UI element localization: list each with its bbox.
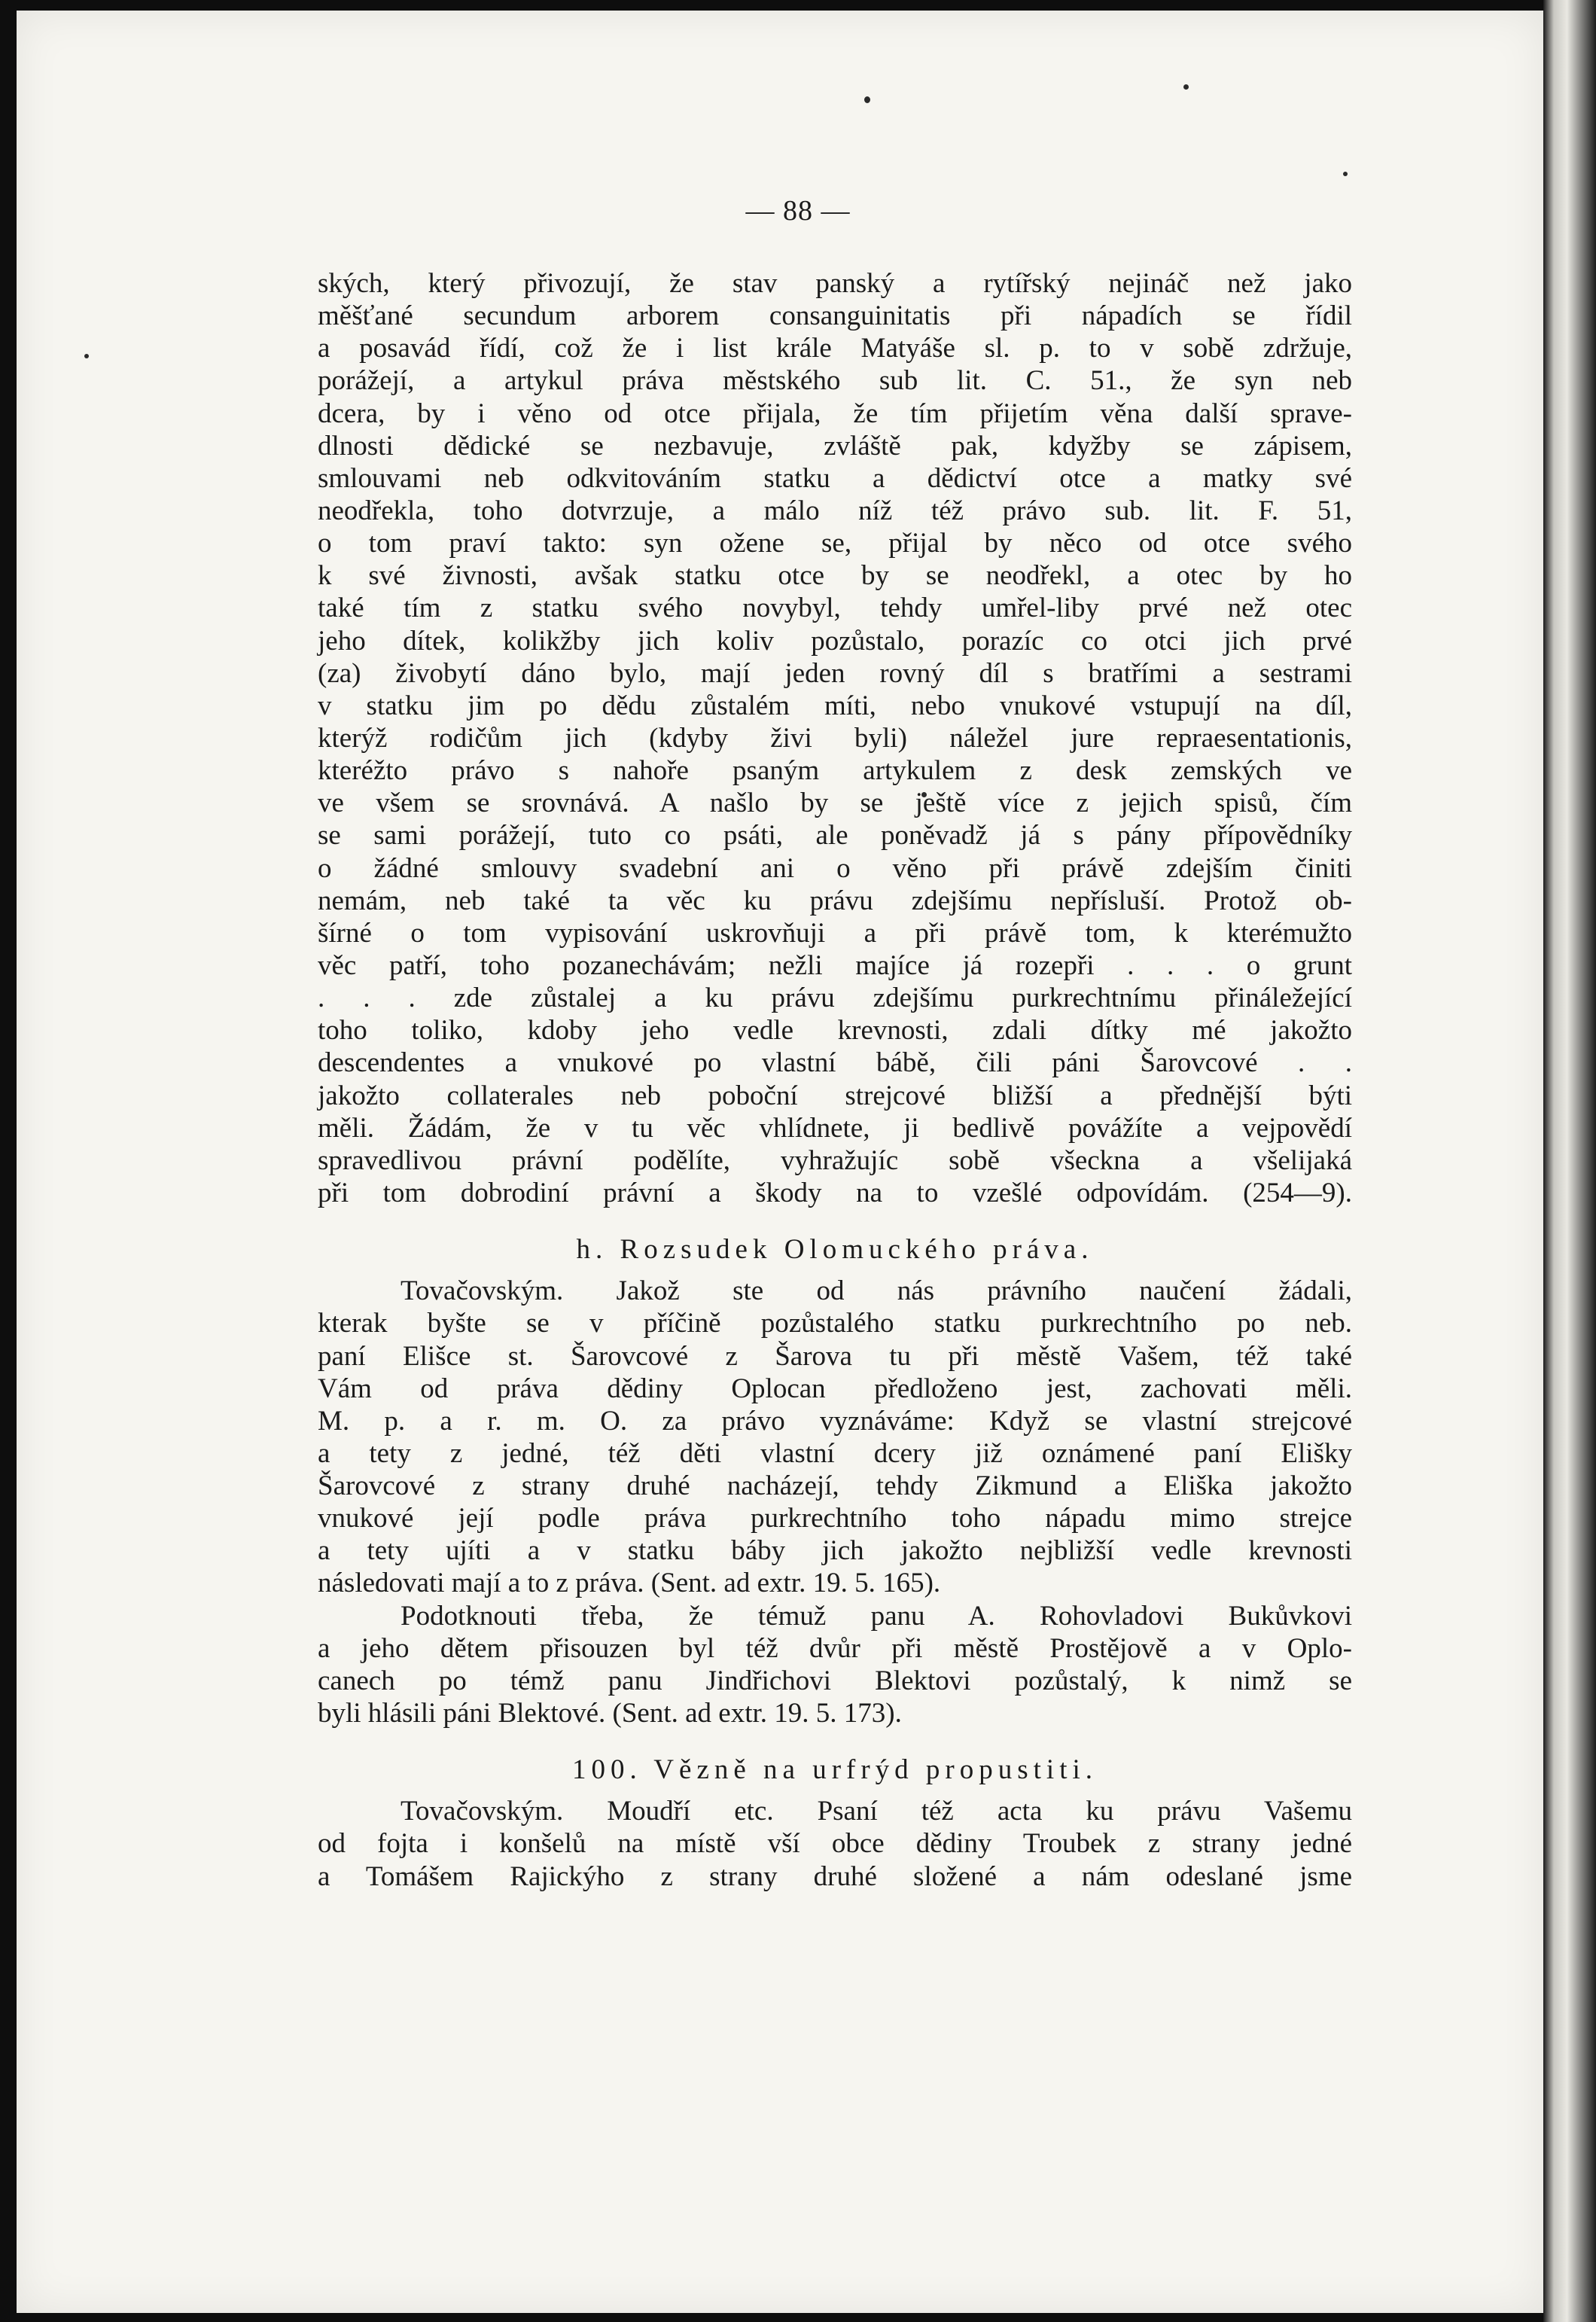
text-line: věc patří, toho pozanechávám; nežli majíce já rozepři . . . o grunt — [318, 949, 1352, 981]
text-line: porážejí, a artykul práva městského sub lit. C. 51., že syn neb — [318, 365, 1352, 397]
text-line: spravedlivou právní podělíte, vyhražujíc sobě všeckna a všelijaká — [318, 1144, 1352, 1176]
text-line: také tím z statku svého novybyl, tehdy umřel-liby prvé než otec — [318, 593, 1352, 624]
book-edge — [1543, 0, 1596, 2322]
text-line: a tety ujíti a v statku báby jich jakožto nejbližší vedle krevnosti — [318, 1535, 1352, 1567]
section-100-body — [318, 1795, 1352, 1892]
paragraph-continued — [318, 267, 1352, 1209]
text-line: descendentes a vnukové po vlastní bábě, čili páni Šarovcové . . — [318, 1047, 1352, 1079]
text-line: jakožto collaterales neb poboční strejcové bližší a přednější býti — [318, 1080, 1352, 1111]
text-line: M. p. a r. m. O. za právo vyznáváme: Když se vlastní strejcové — [318, 1405, 1352, 1437]
text-line: ve všem se srovnává. A našlo by se ještě více z jejich spisů, čím — [318, 788, 1352, 819]
text-line: a posavád řídí, což že i list krále Matyáše sl. p. to v sobě zdržuje, — [318, 333, 1352, 364]
text-line: toho toliko, kdoby jeho vedle krevnosti, zdali dítky mé jakožto — [318, 1015, 1352, 1047]
scan-speck — [1343, 172, 1348, 176]
scan-speck — [864, 96, 870, 103]
text-line: canech po témž panu Jindřichovi Blektovi pozůstalý, k nimž se — [318, 1665, 1352, 1696]
text-line: Šarovcové z strany druhé nacházejí, tehdy Zikmund a Eliška jakožto — [318, 1470, 1352, 1502]
text-line: se sami porážejí, tuto co psáti, ale poněvadž já s pány přípovědníky — [318, 820, 1352, 852]
text-line: dcera, by i věno od otce přijala, že tím přijetím věna další sprave- — [318, 398, 1352, 429]
text-line: smlouvami neb odkvitováním statku a dědictví otce a matky své — [318, 462, 1352, 494]
text-line: o žádné smlouvy svadební ani o věno při právě zdejším činiti — [318, 852, 1352, 884]
text-line: kterak byšte se v příčině pozůstalého statku purkrechtního po neb. — [318, 1308, 1352, 1339]
section-heading-100: 100. Vězně na urfrýd propustiti. — [571, 1754, 1098, 1786]
text-line: měli. Žádám, že v tu věc vhlídnete, ji bedlivě povážíte a vejpovědí — [318, 1112, 1352, 1144]
text-line: ských, který přivozují, že stav panský a rytířský nejináč než jako — [318, 268, 1352, 299]
text-line: byli hlásili páni Blektové. (Sent. ad extr. 19. 5. 173). — [318, 1698, 902, 1729]
text-line: Vám od práva dědiny Oplocan předloženo jest, zachovati měli. — [318, 1373, 1352, 1404]
section-heading-h: h. Rozsudek Olomuckého práva. — [576, 1234, 1094, 1266]
text-line: v statku jim po dědu zůstalém míti, nebo vnukové vstupují na díl, — [318, 690, 1352, 721]
text-line: a jeho dětem přisouzen byl též dvůr při městě Prostějově a v Oplo- — [318, 1632, 1352, 1664]
text-column — [318, 267, 1352, 1893]
text-line: dlnosti dědické se nezbavuje, zvláště pak, kdyžby se zápisem, — [318, 430, 1352, 462]
scan-speck — [84, 354, 89, 358]
text-line: paní Elišce st. Šarovcové z Šarova tu při městě Vašem, též také — [318, 1340, 1352, 1372]
text-line: (za) živobytí dáno bylo, mají jeden rovný díl s bratřími a sestrami — [318, 657, 1352, 689]
text-line: při tom dobrodiní právní a škody na to vzešlé odpovídám. (254—9). — [318, 1177, 1352, 1208]
text-line: Tovačovským. Moudří etc. Psaní též acta ku právu Vašemu — [401, 1796, 1352, 1827]
text-line: nemám, neb také ta věc ku právu zdejšímu nepřísluší. Protož ob- — [318, 885, 1352, 916]
text-line: . . . zde zůstalej a ku právu zdejšímu purkrechtnímu přináležející — [318, 983, 1352, 1014]
text-line: k své živnosti, avšak statku otce by se neodřekl, a otec by ho — [318, 560, 1352, 592]
text-line: vnukové její podle práva purkrechtního toho nápadu mimo strejce — [318, 1503, 1352, 1534]
text-line: šírné o tom vypisování uskrovňuji a při právě tom, k kterémužto — [318, 917, 1352, 949]
text-line: Podotknouti třeba, že témuž panu A. Rohovladovi Bukůvkovi — [401, 1600, 1352, 1632]
text-line: kterýž rodičům jich (kdyby živi byli) náležel jure repraesentationis, — [318, 722, 1352, 754]
page-number: — 88 — — [745, 195, 851, 227]
text-line: jeho dítek, kolikžby jich koliv pozůstalo, porazíc co otci jich prvé — [318, 625, 1352, 657]
text-line: od fojta i konšelů na místě vší obce dědiny Troubek z strany jedné — [318, 1828, 1352, 1860]
text-line: kteréžto právo s nahoře psaným artykulem z desk zemských ve — [318, 755, 1352, 787]
text-line: Tovačovským. Jakož ste od nás právního naučení žádali, — [401, 1275, 1352, 1307]
text-line: měšťané secundum arborem consanguinitatis při nápadích se řídil — [318, 300, 1352, 332]
text-line: následovati mají a to z práva. (Sent. ad extr. 19. 5. 165). — [318, 1568, 941, 1599]
text-line: a Tomášem Rajickýho z strany druhé složené a nám odeslané jsme — [318, 1860, 1352, 1892]
text-line: o tom praví takto: syn ožene se, přijal by něco od otce svého — [318, 528, 1352, 559]
text-line: neodřekla, toho dotvrzuje, a málo níž též právo sub. lit. F. 51, — [318, 495, 1352, 526]
section-h-body — [318, 1275, 1352, 1599]
scan-speck — [1183, 84, 1189, 90]
section-h-note — [318, 1600, 1352, 1730]
text-line: a tety z jedné, též děti vlastní dcery již oznámené paní Elišky — [318, 1437, 1352, 1469]
